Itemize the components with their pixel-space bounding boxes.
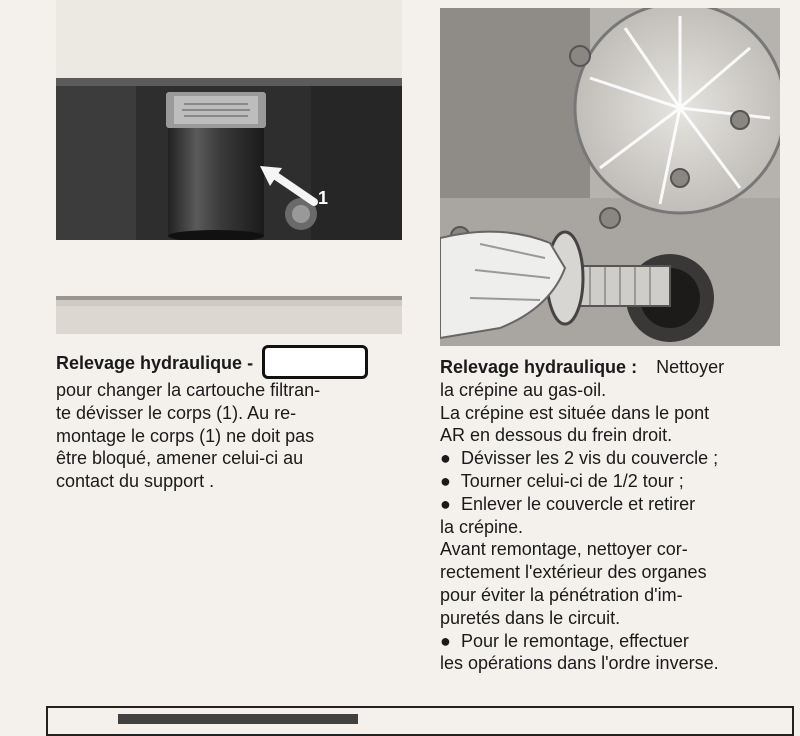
- step-item: [440, 493, 792, 516]
- note-line: puretés dans le circuit.: [440, 607, 621, 628]
- bullet-icon: ●: [440, 630, 451, 651]
- filter-text-line: contact du support .: [56, 471, 215, 492]
- strainer-heading: Relevage hydraulique :: [440, 357, 638, 377]
- filter-text-line: pour changer la cartouche filtran-: [56, 380, 321, 400]
- note-line: pour éviter la pénétration d'im-: [440, 584, 683, 605]
- step-item: [440, 630, 792, 653]
- strainer-heading-rest: Nettoyer: [656, 357, 725, 377]
- bottom-frame: [46, 706, 794, 736]
- final-text: les opérations dans l'ordre inverse.: [440, 653, 719, 674]
- callout-label: 1: [318, 188, 329, 208]
- final-text: Pour le remontage, effectuer: [461, 630, 689, 651]
- note-line: rectement l'extérieur des organes: [440, 562, 707, 583]
- strainer-intro: la crépine au gas-oil.: [440, 379, 607, 400]
- filter-text-line: montage le corps (1) ne doit pas: [56, 425, 315, 446]
- filter-caption: [56, 345, 406, 493]
- redaction-box: [262, 345, 368, 379]
- strainer-caption: [440, 356, 792, 675]
- step-text-continued: la crépine.: [440, 516, 524, 537]
- strainer-location-line: AR en dessous du frein droit.: [440, 425, 673, 446]
- bullet-icon: ●: [440, 448, 451, 469]
- note-line: Avant remontage, nettoyer cor-: [440, 539, 688, 560]
- filter-text-line: te dévisser le corps (1). Au re-: [56, 402, 297, 423]
- filter-photo: [56, 0, 402, 240]
- filter-photo-bottom-strip: [56, 296, 402, 334]
- step-text: Dévisser les 2 vis du couvercle ;: [461, 448, 719, 469]
- bullet-icon: ●: [440, 470, 451, 491]
- strainer-photo: [440, 8, 780, 346]
- step-text: Enlever le couvercle et retirer: [461, 493, 696, 514]
- step-item: [440, 447, 792, 470]
- step-text: Tourner celui-ci de 1/2 tour ;: [460, 470, 684, 491]
- filter-text-line: être bloqué, amener celui-ci au: [56, 448, 304, 469]
- filter-heading: Relevage hydraulique -: [56, 353, 254, 373]
- bullet-icon: ●: [440, 493, 451, 514]
- cut-off-heading: [118, 714, 358, 724]
- strainer-location-line: La crépine est située dans le pont: [440, 402, 710, 423]
- step-item: [440, 470, 792, 493]
